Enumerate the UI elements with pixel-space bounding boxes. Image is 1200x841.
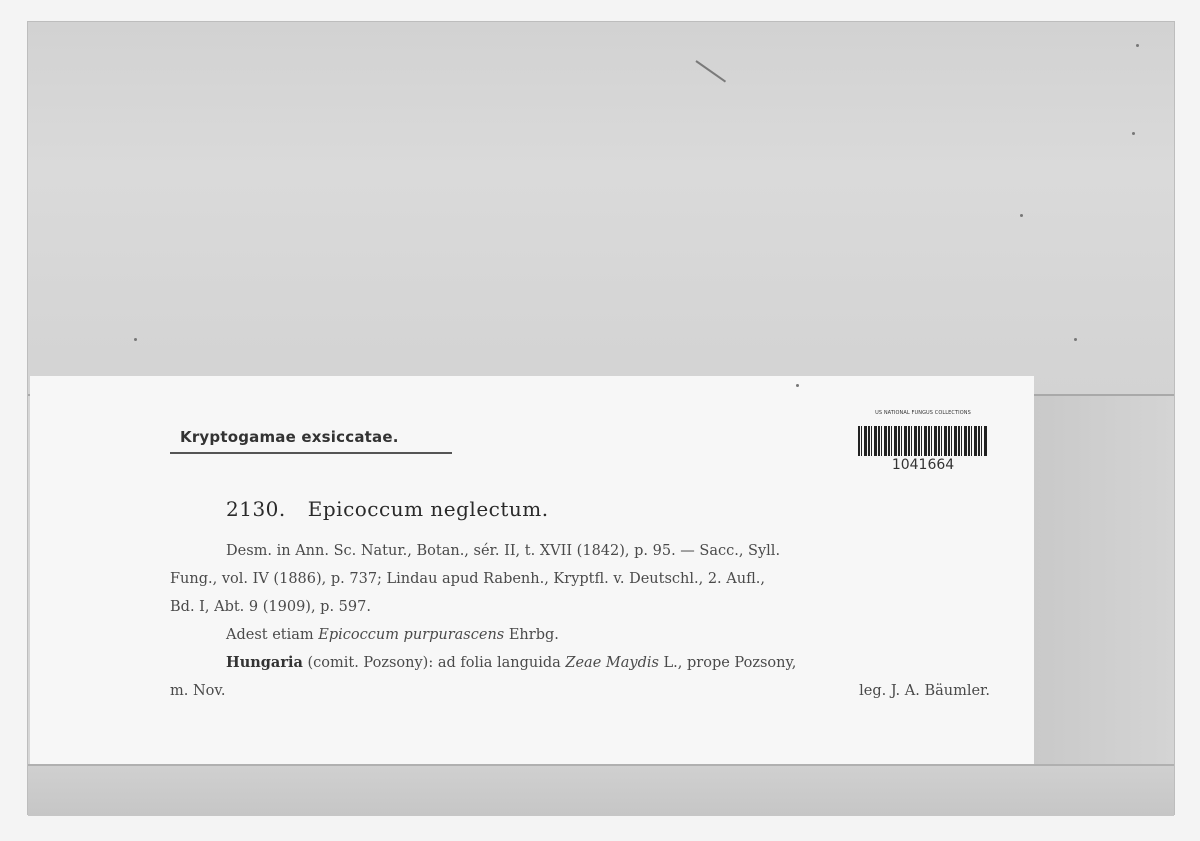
collector: leg. J. A. Bäumler. xyxy=(859,683,990,699)
series-underline xyxy=(170,452,452,454)
adest-prefix: Adest etiam xyxy=(226,627,319,643)
barcode xyxy=(846,410,1000,482)
reference-line-2: Fung., vol. IV (1886), p. 737; Lindau apud Rabenh., Kryptfl. v. Deutschl., 2. Aufl., xyxy=(170,571,765,587)
barcode-caption: US NATIONAL FUNGUS COLLECTIONS xyxy=(875,410,971,416)
dust-speck xyxy=(1132,132,1135,135)
species-name: Epicoccum neglectum. xyxy=(307,497,549,521)
locality-line xyxy=(170,649,1020,677)
host-name: Zeae Maydis xyxy=(565,655,659,671)
flap-crease xyxy=(695,60,726,82)
barcode-bars xyxy=(858,426,988,456)
locality-text-a: (comit. Pozsony): ad folia languida xyxy=(302,655,566,671)
collection-date: m. Nov. xyxy=(170,683,226,699)
reference-line-3: Bd. I, Abt. 9 (1909), p. 597. xyxy=(170,599,371,615)
adest-species: Epicoccum purpurascens xyxy=(318,627,505,643)
envelope-bottom-edge xyxy=(28,764,1174,816)
locality-country: Hungaria xyxy=(226,654,303,671)
envelope-flap xyxy=(28,22,1174,396)
dust-speck xyxy=(1136,44,1139,47)
dust-speck xyxy=(1020,214,1023,217)
series-title: Kryptogamae exsiccatae. xyxy=(180,428,399,446)
date-collector-line xyxy=(170,677,990,705)
reference-line-1: Desm. in Ann. Sc. Natur., Botan., sér. II, t. XVII (1842), p. 95. — Sacc., Syll. xyxy=(226,543,781,559)
barcode-number: 1041664 xyxy=(891,457,955,473)
entry-title xyxy=(226,497,549,521)
dust-speck xyxy=(134,338,137,341)
locality-text-b: L., prope Pozsony, xyxy=(658,655,797,671)
label-text xyxy=(170,537,1020,705)
adest-line xyxy=(170,621,1020,649)
entry-number: 2130. xyxy=(226,497,286,521)
envelope-right-edge xyxy=(1034,396,1174,814)
dust-speck xyxy=(1074,338,1077,341)
adest-author: Ehrbg. xyxy=(504,627,559,643)
dust-speck xyxy=(796,384,799,387)
